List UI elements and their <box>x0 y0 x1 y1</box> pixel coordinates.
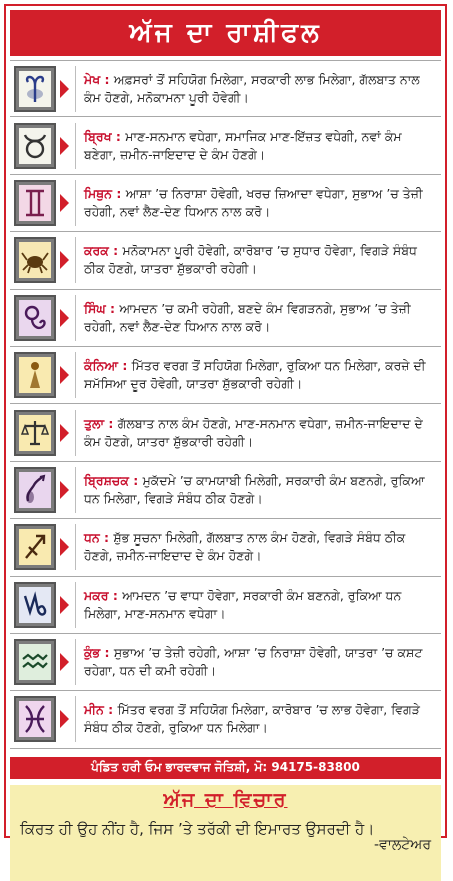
sign-list <box>10 60 441 749</box>
taurus-icon <box>20 129 50 163</box>
gemini-icon <box>20 186 50 220</box>
sign-name: ਮੇਖ <box>84 71 101 87</box>
list-item: ਕੰਨਿਆ : ਮਿੱਤਰ ਵਰਗ ਤੋਂ ਸਹਿਯੋਗ ਮਿਲੇਗਾ, ਰੁਕਿਆ ਧਨ ਮਿਲੇਗਾ, ਕਰਜ਼ੇ ਦੀ ਸਮੱਸਿਆ ਦੂਰ ਹੋਵੇਗੀ, ਯਾਤਰਾ ਸ਼ੁੱਭਕਾਰੀ ਰਹੇਗੀ। <box>10 347 441 404</box>
list-item: ਬ੍ਰਿਸ਼ਚਕ : ਮੁਕੱਦਮੇ ’ਚ ਕਾਮਯਾਬੀ ਮਿਲੇਗੀ, ਸਰਕਾਰੀ ਕੰਮ ਬਣਨਗੇ, ਰੁਕਿਆ ਧਨ ਮਿਲੇਗਾ, ਵਿਗੜੇ ਸੰਬੰਧ ਠੀਕ ਹੋਣਗੇ। <box>10 462 441 519</box>
page-title: ਅੱਜ ਦਾ ਰਾਸ਼ੀਫਲ <box>10 10 441 56</box>
sign-name: ਕੁੰਭ <box>84 645 101 661</box>
sign-prediction: ਅਫ਼ਸਰਾਂ ਤੋਂ ਸਹਿਯੋਗ ਮਿਲੇਗਾ, ਸਰਕਾਰੀ ਲਾਭ ਮਿਲੇਗਾ, ਗੱਲਬਾਤ ਨਾਲ ਕੰਮ ਹੋਣਗੇ, ਮਨੋਕਾਮਨਾ ਪੂਰੀ ਹੋਵੇਗੀ। <box>84 71 420 105</box>
sign-name: ਬ੍ਰਿਖ <box>84 128 112 144</box>
pisces-icon <box>20 702 50 736</box>
thought-of-day <box>10 785 441 881</box>
sign-name: ਮਕਰ <box>84 587 109 603</box>
list-item: ਮੀਨ : ਮਿੱਤਰ ਵਰਗ ਤੋਂ ਸਹਿਯੋਗ ਮਿਲੇਗਾ, ਕਾਰੋਬਾਰ ’ਚ ਲਾਭ ਹੋਵੇਗਾ, ਵਿਗੜੇ ਸੰਬੰਧ ਠੀਕ ਹੋਣਗੇ, ਰੁਕਿਆ ਧਨ ਮਿਲੇਗਾ। <box>10 691 441 748</box>
aries-icon <box>20 72 50 106</box>
list-item: ਸਿੰਘ : ਆਮਦਨ ’ਚ ਕਮੀ ਰਹੇਗੀ, ਬਣਦੇ ਕੰਮ ਵਿਗੜਨਗੇ, ਸੁਭਾਅ ’ਚ ਤੇਜ਼ੀ ਰਹੇਗੀ, ਨਵਾਂ ਲੈਣ-ਦੇਣ ਧਿਆਨ ਨਾਲ ਕਰੋ। <box>10 290 441 347</box>
sign-prediction: ਗੱਲਬਾਤ ਨਾਲ ਕੰਮ ਹੋਣਗੇ, ਮਾਣ-ਸਨਮਾਨ ਵਧੇਗਾ, ਜ਼ਮੀਨ-ਜਾਇਦਾਦ ਦੇ ਕੰਮ ਹੋਣਗੇ, ਯਾਤਰਾ ਸ਼ੁੱਭਕਾਰੀ ਰਹੇਗੀ। <box>84 415 423 449</box>
sign-prediction: ਆਮਦਨ ’ਚ ਕਮੀ ਰਹੇਗੀ, ਬਣਦੇ ਕੰਮ ਵਿਗੜਨਗੇ, ਸੁਭਾਅ ’ਚ ਤੇਜ਼ੀ ਰਹੇਗੀ, ਨਵਾਂ ਲੈਣ-ਦੇਣ ਧਿਆਨ ਨਾਲ ਕਰੋ। <box>84 300 411 334</box>
leo-icon <box>20 301 50 335</box>
list-item: ਧਨ : ਸ਼ੁੱਭ ਸੂਚਨਾ ਮਿਲੇਗੀ, ਗੱਲਬਾਤ ਨਾਲ ਕੰਮ ਹੋਣਗੇ, ਵਿਗੜੇ ਸੰਬੰਧ ਠੀਕ ਹੋਣਗੇ, ਜ਼ਮੀਨ-ਜਾਇਦਾਦ ਦੇ ਕੰਮ ਹੋਣਗੇ। <box>10 519 441 576</box>
sign-name: ਮਿਥੁਨ <box>84 185 112 201</box>
astrologer-credit: ਪੰਡਿਤ ਹਰੀ ਓਮ ਭਾਰਦਵਾਜ ਜੋਤਿਸ਼ੀ, ਮੋ: 94175-83800 <box>10 757 441 779</box>
list-item: ਬ੍ਰਿਖ : ਮਾਣ-ਸਨਮਾਨ ਵਧੇਗਾ, ਸਮਾਜਿਕ ਮਾਣ-ਇੱਜ਼ਤ ਵਧੇਗੀ, ਨਵਾਂ ਕੰਮ ਬਣੇਗਾ, ਜ਼ਮੀਨ-ਜਾਇਦਾਦ ਦੇ ਕੰਮ ਹੋਣਗੇ। <box>10 117 441 174</box>
list-item: ਤੁਲਾ : ਗੱਲਬਾਤ ਨਾਲ ਕੰਮ ਹੋਣਗੇ, ਮਾਣ-ਸਨਮਾਨ ਵਧੇਗਾ, ਜ਼ਮੀਨ-ਜਾਇਦਾਦ ਦੇ ਕੰਮ ਹੋਣਗੇ, ਯਾਤਰਾ ਸ਼ੁੱਭਕਾਰੀ ਰਹੇਗੀ। <box>10 404 441 461</box>
sign-prediction: ਆਸ਼ਾ ’ਚ ਨਿਰਾਸ਼ਾ ਹੋਵੇਗੀ, ਖਰਚ ਜ਼ਿਆਦਾ ਵਧੇਗਾ, ਸੁਭਾਅ ’ਚ ਤੇਜ਼ੀ ਰਹੇਗੀ, ਨਵਾਂ ਲੈਣ-ਦੇਣ ਧਿਆਨ ਨਾਲ ਕਰੋ। <box>84 185 423 219</box>
sign-prediction: ਮੁਕੱਦਮੇ ’ਚ ਕਾਮਯਾਬੀ ਮਿਲੇਗੀ, ਸਰਕਾਰੀ ਕੰਮ ਬਣਨਗੇ, ਰੁਕਿਆ ਧਨ ਮਿਲੇਗਾ, ਵਿਗੜੇ ਸੰਬੰਧ ਠੀਕ ਹੋਣਗੇ। <box>84 472 425 506</box>
aquarius-icon <box>20 645 50 679</box>
sign-name: ਸਿੰਘ <box>84 300 106 316</box>
sign-name: ਬ੍ਰਿਸ਼ਚਕ <box>84 472 129 488</box>
sign-prediction: ਮਾਣ-ਸਨਮਾਨ ਵਧੇਗਾ, ਸਮਾਜਿਕ ਮਾਣ-ਇੱਜ਼ਤ ਵਧੇਗੀ, ਨਵਾਂ ਕੰਮ ਬਣੇਗਾ, ਜ਼ਮੀਨ-ਜਾਇਦਾਦ ਦੇ ਕੰਮ ਹੋਣਗੇ। <box>84 128 402 162</box>
list-item: ਕੁੰਭ : ਸੁਭਾਅ ’ਚ ਤੇਜ਼ੀ ਰਹੇਗੀ, ਆਸ਼ਾ ’ਚ ਨਿਰਾਸ਼ਾ ਹੋਵੇਗੀ, ਯਾਤਰਾ ’ਚ ਕਸ਼ਟ ਰਹੇਗਾ, ਧਨ ਦੀ ਕਮੀ ਰਹੇਗੀ। <box>10 634 441 691</box>
sign-name: ਕਰਕ <box>84 243 109 259</box>
sign-name: ਕੰਨਿਆ <box>84 358 118 374</box>
sign-prediction: ਮਿੱਤਰ ਵਰਗ ਤੋਂ ਸਹਿਯੋਗ ਮਿਲੇਗਾ, ਰੁਕਿਆ ਧਨ ਮਿਲੇਗਾ, ਕਰਜ਼ੇ ਦੀ ਸਮੱਸਿਆ ਦੂਰ ਹੋਵੇਗੀ, ਯਾਤਰਾ ਸ਼ੁੱਭਕਾਰੀ ਰਹੇਗੀ। <box>84 358 426 392</box>
sign-prediction: ਮਿੱਤਰ ਵਰਗ ਤੋਂ ਸਹਿਯੋਗ ਮਿਲੇਗਾ, ਕਾਰੋਬਾਰ ’ਚ ਲਾਭ ਹੋਵੇਗਾ, ਵਿਗੜੇ ਸੰਬੰਧ ਠੀਕ ਹੋਣਗੇ, ਰੁਕਿਆ ਧਨ ਮਿਲੇਗਾ। <box>84 702 420 736</box>
sign-name: ਧਨ <box>84 530 100 546</box>
sagittarius-icon <box>20 530 50 564</box>
list-item: ਕਰਕ : ਮਨੋਕਾਮਨਾ ਪੂਰੀ ਹੋਵੇਗੀ, ਕਾਰੋਬਾਰ ’ਚ ਸੁਧਾਰ ਹੋਵੇਗਾ, ਵਿਗੜੇ ਸੰਬੰਧ ਠੀਕ ਹੋਣਗੇ, ਯਾਤਰਾ ਸ਼ੁੱਭਕਾਰੀ ਰਹੇਗੀ। <box>10 232 441 289</box>
sign-prediction: ਮਨੋਕਾਮਨਾ ਪੂਰੀ ਹੋਵੇਗੀ, ਕਾਰੋਬਾਰ ’ਚ ਸੁਧਾਰ ਹੋਵੇਗਾ, ਵਿਗੜੇ ਸੰਬੰਧ ਠੀਕ ਹੋਣਗੇ, ਯਾਤਰਾ ਸ਼ੁੱਭਕਾਰੀ ਰਹੇਗੀ। <box>84 243 417 277</box>
sign-prediction: ਸੁਭਾਅ ’ਚ ਤੇਜ਼ੀ ਰਹੇਗੀ, ਆਸ਼ਾ ’ਚ ਨਿਰਾਸ਼ਾ ਹੋਵੇਗੀ, ਯਾਤਰਾ ’ਚ ਕਸ਼ਟ ਰਹੇਗਾ, ਧਨ ਦੀ ਕਮੀ ਰਹੇਗੀ। <box>84 645 423 679</box>
scorpio-icon <box>20 473 50 507</box>
sign-prediction: ਸ਼ੁੱਭ ਸੂਚਨਾ ਮਿਲੇਗੀ, ਗੱਲਬਾਤ ਨਾਲ ਕੰਮ ਹੋਣਗੇ, ਵਿਗੜੇ ਸੰਬੰਧ ਠੀਕ ਹੋਣਗੇ, ਜ਼ਮੀਨ-ਜਾਇਦਾਦ ਦੇ ਕੰਮ ਹੋਣਗੇ। <box>84 530 406 564</box>
sign-name: ਮੀਨ <box>84 702 104 718</box>
list-item: ਮਿਥੁਨ : ਆਸ਼ਾ ’ਚ ਨਿਰਾਸ਼ਾ ਹੋਵੇਗੀ, ਖਰਚ ਜ਼ਿਆਦਾ ਵਧੇਗਾ, ਸੁਭਾਅ ’ਚ ਤੇਜ਼ੀ ਰਹੇਗੀ, ਨਵਾਂ ਲੈਣ-ਦੇਣ ਧਿਆਨ ਨਾਲ ਕਰੋ। <box>10 175 441 232</box>
sign-prediction: ਆਮਦਨ ’ਚ ਵਾਧਾ ਹੋਵੇਗਾ, ਸਰਕਾਰੀ ਕੰਮ ਬਣਨਗੇ, ਰੁਕਿਆ ਧਨ ਮਿਲੇਗਾ, ਮਾਣ-ਸਨਮਾਨ ਵਧੇਗਾ। <box>84 587 402 621</box>
libra-icon <box>20 416 50 450</box>
virgo-icon <box>20 358 50 392</box>
list-item: ਮੇਖ : ਅਫ਼ਸਰਾਂ ਤੋਂ ਸਹਿਯੋਗ ਮਿਲੇਗਾ, ਸਰਕਾਰੀ ਲਾਭ ਮਿਲੇਗਾ, ਗੱਲਬਾਤ ਨਾਲ ਕੰਮ ਹੋਣਗੇ, ਮਨੋਕਾਮਨਾ ਪੂਰੀ ਹੋਵੇਗੀ। <box>10 60 441 117</box>
thought-text: ਕਿਰਤ ਹੀ ਉਹ ਨੀਂਹ ਹੈ, ਜਿਸ ’ਤੇ ਤਰੱਕੀ ਦੀ ਇਮਾਰਤ ਉਸਰਦੀ ਹੈ। <box>20 819 375 838</box>
sign-name: ਤੁਲਾ <box>84 415 105 431</box>
cancer-icon <box>20 243 50 277</box>
horoscope-panel <box>4 4 447 853</box>
thought-author: -ਵਾਲਟੇਅਰ <box>374 836 431 853</box>
capricorn-icon <box>20 588 50 622</box>
thought-title: ਅੱਜ ਦਾ ਵਿਚਾਰ <box>163 788 288 811</box>
list-item: ਮਕਰ : ਆਮਦਨ ’ਚ ਵਾਧਾ ਹੋਵੇਗਾ, ਸਰਕਾਰੀ ਕੰਮ ਬਣਨਗੇ, ਰੁਕਿਆ ਧਨ ਮਿਲੇਗਾ, ਮਾਣ-ਸਨਮਾਨ ਵਧੇਗਾ। <box>10 577 441 634</box>
